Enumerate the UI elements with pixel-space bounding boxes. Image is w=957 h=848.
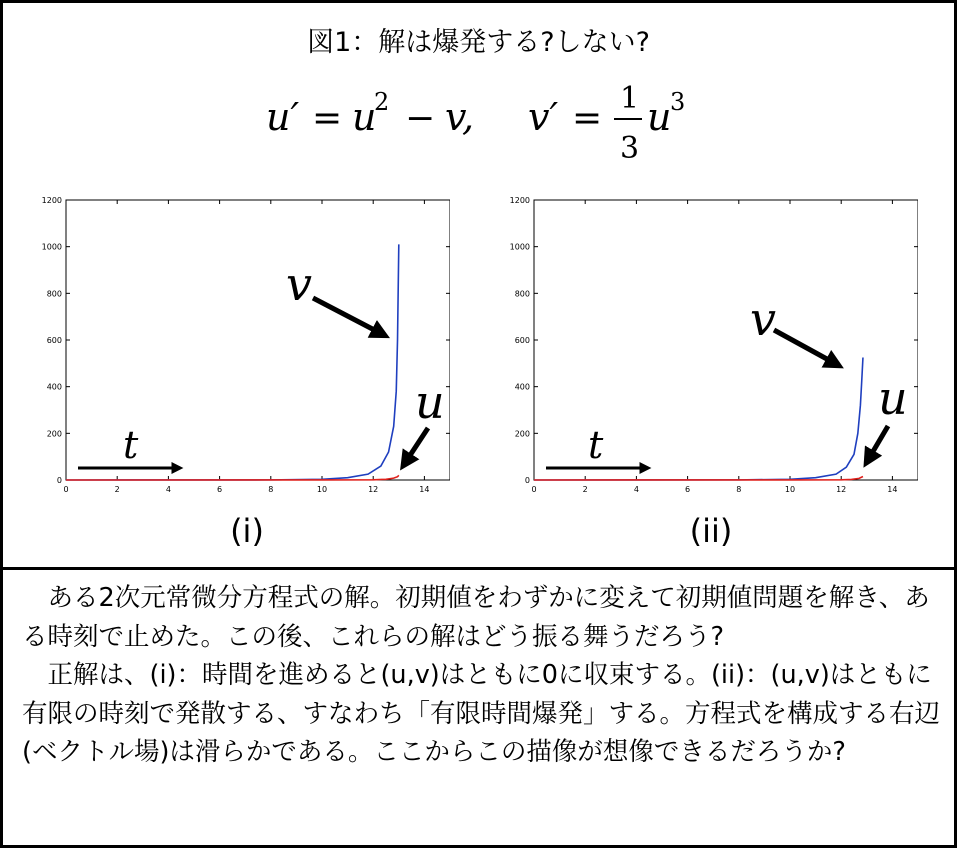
x-tick-label: 12 — [836, 485, 847, 494]
annotation-u-arrow — [405, 428, 428, 463]
chart-panel-ii — [498, 188, 918, 498]
y-tick-label: 0 — [56, 476, 62, 485]
eq-equals-1: = — [312, 98, 343, 139]
eq-u-lhs: u′ — [266, 95, 300, 139]
figure-title: 図1：解は爆発する?しない? — [307, 27, 650, 58]
y-tick-label: 400 — [514, 382, 530, 392]
panel-label-i: (i) — [230, 512, 264, 550]
x-tick-label: 0 — [531, 485, 537, 494]
y-tick-label: 600 — [514, 336, 530, 345]
annotation-v-arrow — [313, 298, 382, 334]
x-tick-label: 10 — [316, 485, 328, 494]
annotation-u-label: u — [878, 371, 908, 425]
body-text — [22, 579, 940, 772]
annotation-v-label: v — [286, 257, 312, 311]
x-tick-label: 8 — [736, 485, 742, 494]
eq-u-rhs-base: u — [352, 95, 377, 139]
annotation-u-label: u — [415, 375, 445, 429]
y-tick-label: 400 — [46, 382, 62, 392]
annotation-v-arrow — [774, 330, 836, 364]
x-tick-label: 6 — [685, 485, 691, 494]
paragraph-1: ある2次元常微分方程式の解。初期値をわずかに変えて初期値問題を解き、ある時刻で止めた。この後、これらの解はどう振る舞うだろう? — [22, 583, 930, 652]
x-tick-label: 4 — [633, 485, 639, 494]
x-tick-label: 10 — [784, 485, 796, 494]
paragraph-2: 正解は、(i)：時間を進めると(u,v)はともに0に収束する。(ii)：(u,v)はともに有限の時刻で発散する、すなわち「有限時間爆発」する。方程式を構成する右辺(ベクトル場)は滑らかである。ここからこの描像が想像できるだろうか? — [22, 660, 941, 767]
eq-equals-2: = — [572, 98, 603, 139]
x-tick-label: 6 — [217, 485, 223, 494]
eq-v-lhs: v′ — [528, 95, 559, 139]
v-series-line — [534, 358, 863, 481]
y-tick-label: 800 — [514, 289, 530, 299]
x-tick-label: 0 — [63, 485, 69, 494]
y-tick-label: 800 — [46, 289, 62, 299]
x-tick-label: 12 — [368, 485, 379, 494]
panel-label-ii: (ii) — [689, 512, 733, 550]
y-tick-label: 0 — [524, 476, 530, 485]
annotation-t-label: t — [588, 423, 604, 467]
chart-panel-i — [30, 188, 450, 498]
v-series-line — [66, 244, 399, 480]
x-tick-label: 2 — [582, 485, 588, 494]
x-tick-label: 4 — [165, 485, 171, 494]
y-tick-label: 1000 — [509, 242, 530, 252]
y-tick-label: 200 — [46, 429, 62, 439]
eq-v-rhs-exp: 3 — [670, 88, 686, 116]
y-tick-label: 1200 — [41, 196, 62, 205]
x-tick-label: 8 — [268, 485, 274, 494]
annotation-v-label: v — [750, 292, 776, 346]
eq-u-rhs-exp: 2 — [374, 88, 390, 116]
annotation-t-label: t — [123, 423, 139, 467]
y-tick-label: 1200 — [509, 196, 530, 205]
y-tick-label: 1000 — [41, 242, 62, 252]
y-tick-label: 200 — [514, 429, 530, 439]
divider — [0, 567, 957, 570]
eq-frac-num: 1 — [620, 81, 640, 116]
annotation-u-arrow — [868, 426, 888, 460]
eq-v-rhs-base: u — [647, 95, 672, 139]
x-tick-label: 14 — [419, 485, 430, 494]
y-tick-label: 600 — [46, 336, 62, 345]
eq-minus: − — [405, 98, 436, 139]
eq-frac-den: 3 — [620, 131, 640, 166]
eq-u-rhs-v: v, — [445, 95, 475, 139]
equation — [0, 78, 957, 168]
x-tick-label: 14 — [887, 485, 898, 494]
x-tick-label: 2 — [114, 485, 120, 494]
